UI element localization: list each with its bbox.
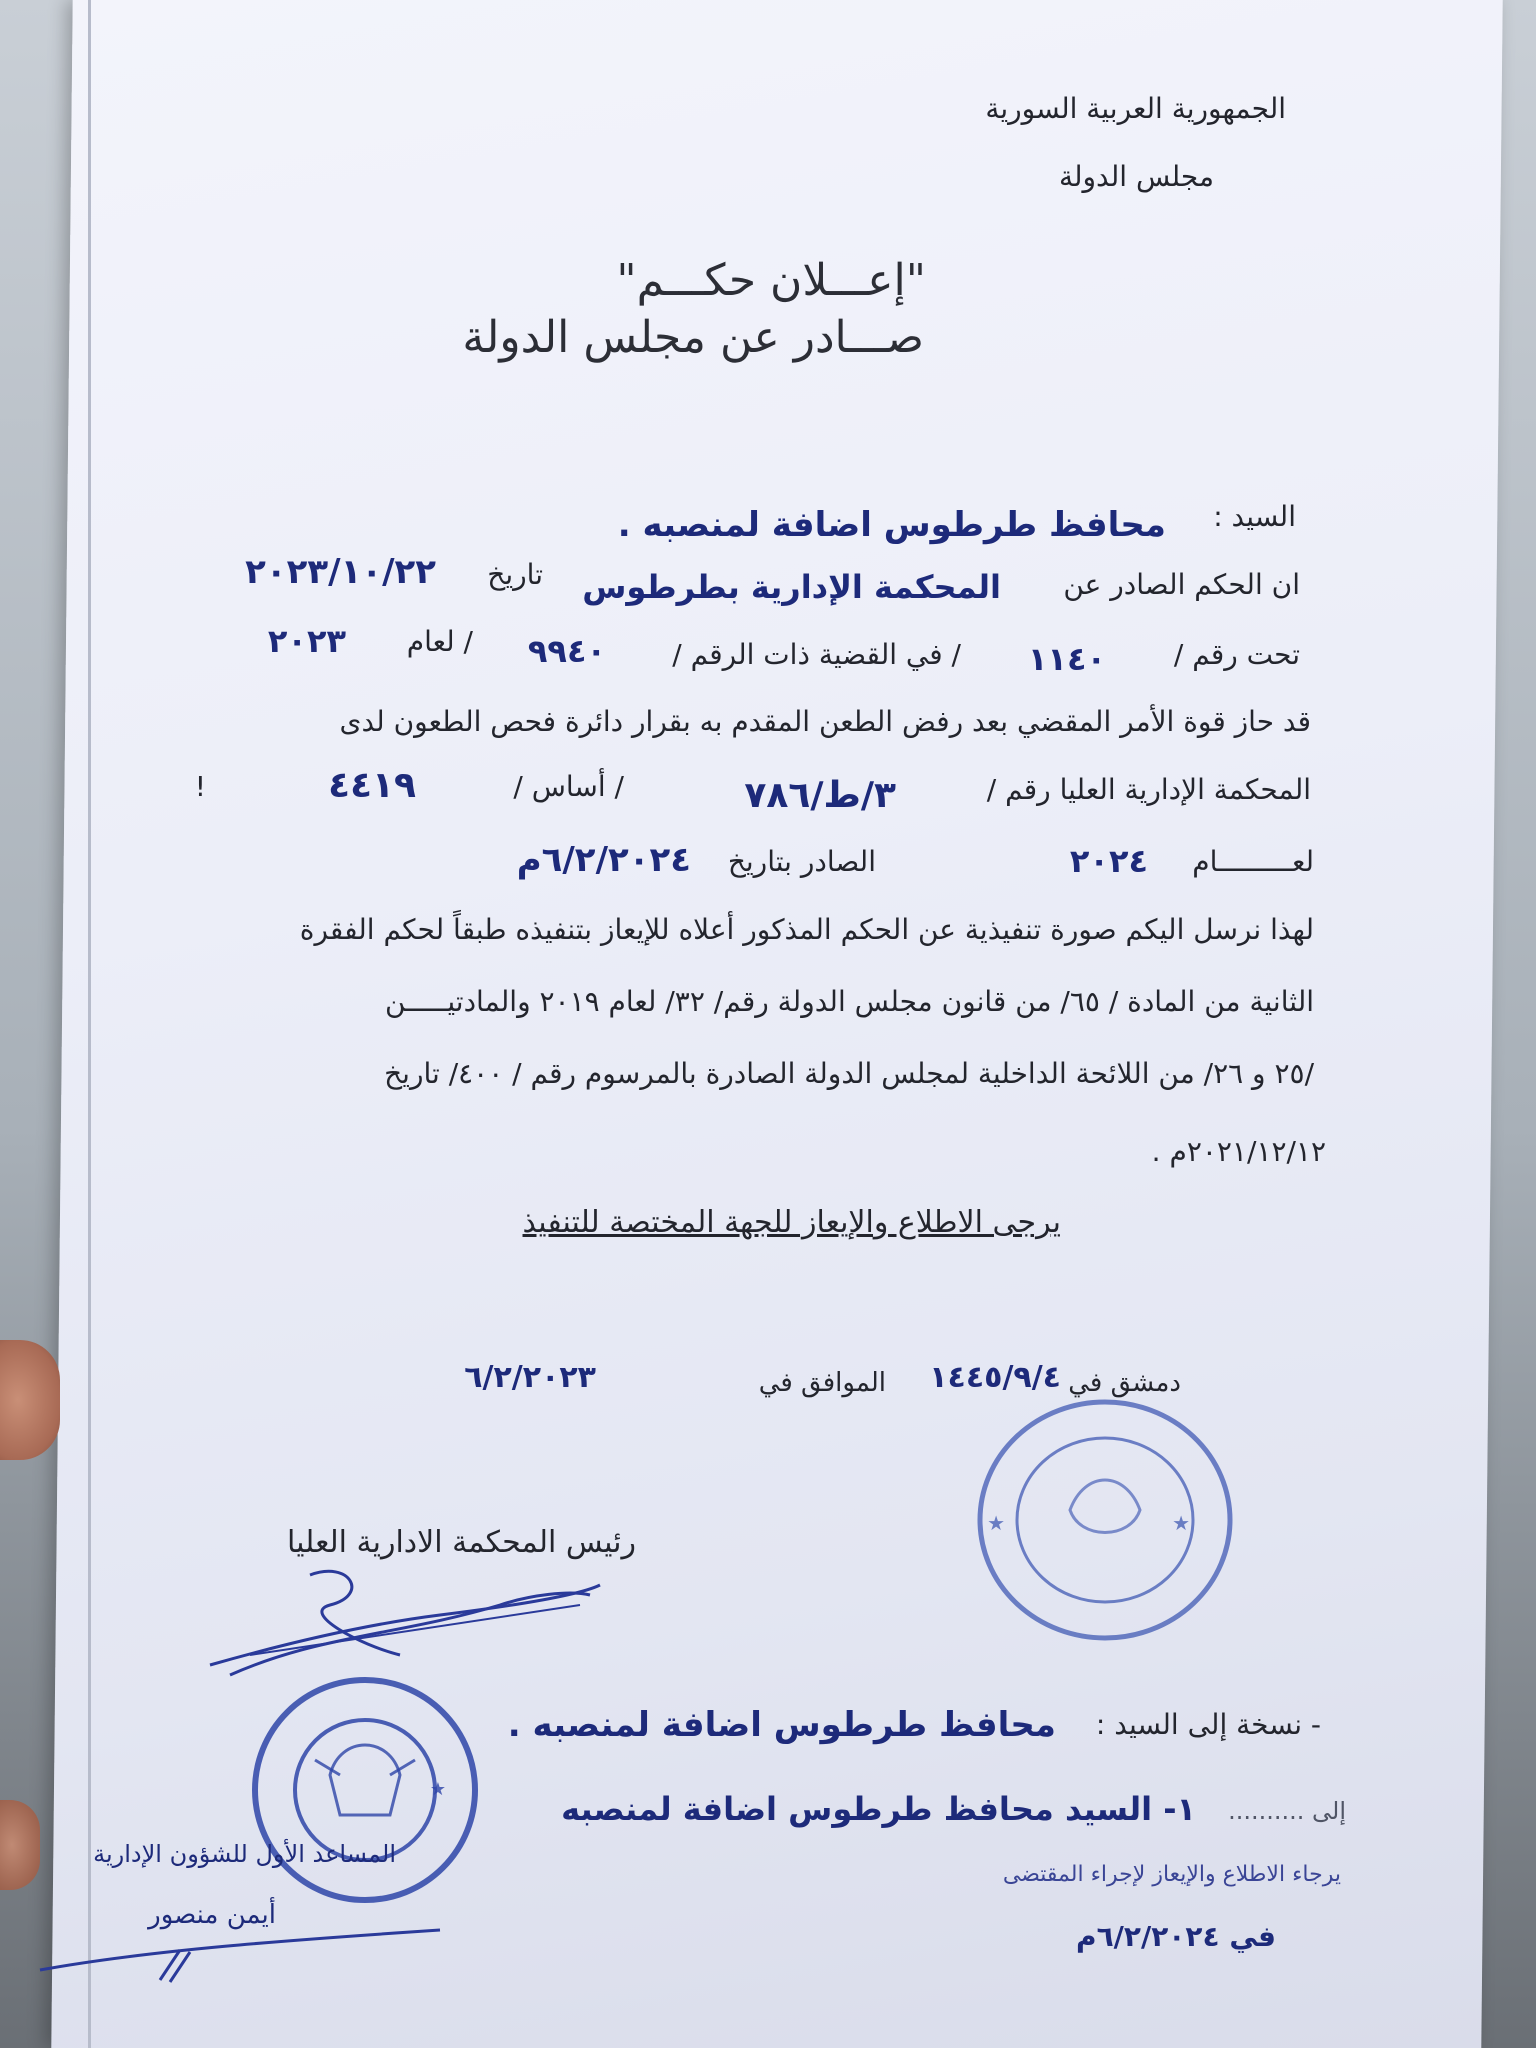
- thumb-holding-paper: [0, 1340, 60, 1460]
- case-number-label: تحت رقم /: [1173, 638, 1300, 671]
- sheet-fold-line: [88, 0, 91, 2048]
- dateline-hijri: ١٤٤٥/٩/٤: [929, 1360, 1061, 1395]
- case-number: ١١٤٠: [1027, 640, 1106, 678]
- court-name: المحكمة الإدارية بطرطوس: [582, 568, 1001, 606]
- copy-line2-handwritten: ١- السيد محافظ طرطوس اضافة لمنصبه: [561, 1790, 1196, 1828]
- para-line3: /٢٥ و ٢٦/ من اللائحة الداخلية لمجلس الدولة الصادرة بالمرسوم رقم / ٤٠٠/ تاريخ: [384, 1057, 1314, 1090]
- title-line1: "إعـــلان حكـــم": [616, 255, 926, 306]
- dateline-place: دمشق في: [1068, 1368, 1181, 1398]
- addressee-label: السيد :: [1213, 500, 1296, 533]
- signer-underline: [30, 1920, 450, 1990]
- header-council: مجلس الدولة: [1058, 160, 1214, 193]
- verdict-date: ٢٠٢٣/١٠/٢٢: [245, 552, 436, 592]
- basis-number: ٤٤١٩: [328, 765, 416, 806]
- signature-title: رئيس المحكمة الادارية العليا: [286, 1525, 636, 1560]
- basis-label: / أساس /: [513, 770, 624, 803]
- case-file-label: / في القضية ذات الرقم /: [672, 638, 961, 671]
- copy-line2-prefix: إلى ..........: [1228, 1797, 1346, 1825]
- year-word: لعـــــــــام: [1192, 845, 1314, 878]
- header-country: الجمهورية العربية السورية: [985, 92, 1286, 125]
- body-line1-prefix: ان الحكم الصادر عن: [1063, 568, 1300, 601]
- signer-note-title: المساعد الأول للشؤون الإدارية: [93, 1840, 396, 1868]
- para-line2: الثانية من المادة / ٦٥/ من قانون مجلس الدولة رقم/ ٣٢/ لعام ٢٠١٩ والمادتيـــــن: [385, 985, 1314, 1018]
- body-line3: قد حاز قوة الأمر المقضي بعد رفض الطعن المقدم به بقرار دائرة فحص الطعون لدى: [339, 705, 1311, 738]
- para-line4: ٢٠٢١/١٢/١٢م .: [1151, 1135, 1326, 1168]
- date-label: تاريخ: [487, 558, 543, 591]
- year-label: / لعام: [406, 625, 473, 658]
- copy-label: - نسخة إلى السيد :: [1095, 1708, 1321, 1741]
- copy-name: محافظ طرطوس اضافة لمنصبه .: [507, 1705, 1056, 1745]
- issued-on-label: الصادر بتاريخ: [727, 845, 876, 878]
- appeal-year: ٢٠٢٤: [1069, 842, 1148, 880]
- appeal-label: المحكمة الإدارية العليا رقم /: [986, 773, 1311, 806]
- title-line2: صـــادر عن مجلس الدولة: [462, 312, 924, 363]
- dateline-mid: الموافق في: [758, 1368, 886, 1398]
- dateline-handwritten: ٦/٢/٢٠٢٣: [464, 1360, 596, 1395]
- copy-date: في ٦/٢/٢٠٢٤م: [1076, 1920, 1276, 1953]
- addressee-name: محافظ طرطوس اضافة لمنصبه .: [617, 505, 1166, 545]
- case-year: ٢٠٢٣: [267, 622, 346, 660]
- svg-text:★: ★: [1172, 1511, 1190, 1535]
- signer-note-name: أيمن منصور: [148, 1900, 276, 1930]
- para-line1: لهذا نرسل اليكم صورة تنفيذية عن الحكم المذكور أعلاه للإيعاز بتنفيذه طبقاً لحكم الفقرة: [299, 913, 1314, 946]
- svg-text:★: ★: [429, 1779, 446, 1800]
- council-stamp: [965, 1390, 1245, 1650]
- appeal-number: ٣/ط/٧٨٦: [744, 775, 896, 816]
- slash-mark: !: [194, 770, 206, 803]
- appeal-date: ٦/٢/٢٠٢٤م: [516, 840, 691, 880]
- request-line: يرجى الاطلاع والإيعاز للجهة المختصة للتنفيذ: [522, 1205, 1061, 1240]
- thumb-holding-paper-lower: [0, 1800, 40, 1890]
- ministry-stamp: [240, 1665, 490, 1915]
- case-file-number: ٩٩٤٠: [527, 632, 606, 670]
- svg-text:★: ★: [987, 1511, 1005, 1535]
- copy-request: يرجاء الاطلاع والإيعاز لإجراء المقتضى: [1002, 1862, 1341, 1887]
